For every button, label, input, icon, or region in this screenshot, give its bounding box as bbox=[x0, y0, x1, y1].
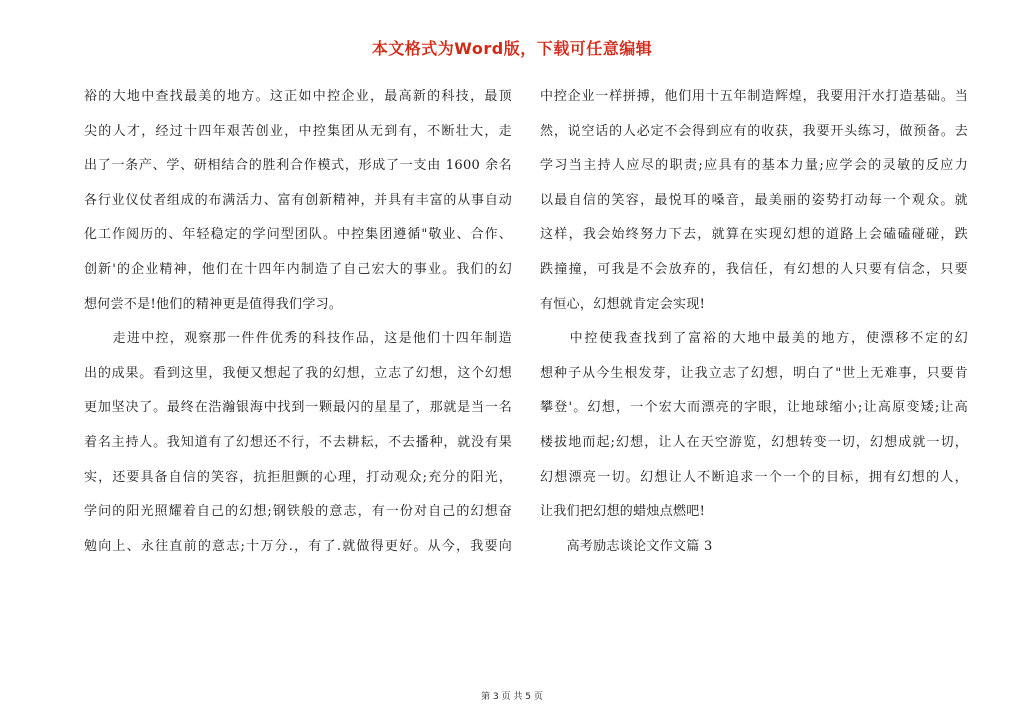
text-line: 各行业仪仗者组成的布满活力、富有创新精神，并具有丰富的从事自动 bbox=[84, 192, 512, 208]
left-text-column bbox=[84, 80, 512, 564]
text-line: 中控使我查找到了富裕的大地中最美的地方，使漂移不定的幻 bbox=[540, 331, 968, 347]
text-line: 尖的人才，经过十四年艰苦创业，中控集团从无到有，不断壮大，走 bbox=[84, 123, 512, 139]
text-line: 勉向上、永往直前的意志;十万分.，有了.就做得更好。从今，我要向 bbox=[84, 538, 512, 554]
text-line: 这样，我会始终努力下去，就算在实现幻想的道路上会磕磕碰碰，跌 bbox=[540, 227, 968, 243]
text-line: 创新'的企业精神，他们在十四年内制造了自己宏大的事业。我们的幻 bbox=[84, 261, 512, 277]
text-line: 想何尝不是!他们的精神更是值得我们学习。 bbox=[84, 296, 343, 312]
page-number-footer: 第 3 页 共 5 页 bbox=[481, 692, 543, 702]
document-header-title: 本文格式为Word版，下载可任意编辑 bbox=[371, 39, 653, 58]
text-line: 出的成果。看到这里，我便又想起了我的幻想，立志了幻想，这个幻想 bbox=[84, 365, 512, 381]
section-heading: 高考励志谈论文作文篇 3 bbox=[540, 538, 713, 554]
text-line: 化工作阅历的、年轻稳定的学问型团队。中控集团遵循"敬业、合作、 bbox=[84, 227, 512, 243]
text-line: 有恒心，幻想就肯定会实现! bbox=[540, 296, 706, 312]
text-line: 以最自信的笑容，最悦耳的嗓音，最美丽的姿势打动每一个观众。就 bbox=[540, 192, 968, 208]
text-line: 中控企业一样拼搏，他们用十五年制造辉煌，我要用汗水打造基础。当 bbox=[540, 89, 968, 104]
text-line: 跌撞撞，可我是不会放弃的，我信任，有幻想的人只要有信念，只要 bbox=[540, 261, 968, 277]
text-line: 更加坚决了。最终在浩瀚银海中找到一颗最闪的星星了，那就是当一名 bbox=[84, 400, 512, 416]
text-line: 出了一条产、学、研相结合的胜利合作模式，形成了一支由 1600 余名 bbox=[84, 158, 512, 174]
text-line: 幻想漂亮一切。幻想让人不断追求一个一个的目标，拥有幻想的人， bbox=[540, 469, 968, 485]
text-line: 实，还要具备自信的笑容，抗拒胆颤的心理，打动观众;充分的阳光， bbox=[84, 469, 512, 485]
text-line: 然，说空话的人必定不会得到应有的收获，我要开头练习，做预备。去 bbox=[540, 123, 968, 139]
text-line: 着名主持人。我知道有了幻想还不行，不去耕耘，不去播种，就没有果 bbox=[84, 434, 512, 450]
text-line: 让我们把幻想的蜡烛点燃吧! bbox=[540, 504, 706, 520]
text-line: 想种子从今生根发芽，让我立志了幻想，明白了"世上无难事，只要肯 bbox=[540, 365, 968, 381]
text-line: 学习当主持人应尽的职责;应具有的基本力量;应学会的灵敏的反应力 bbox=[540, 158, 968, 174]
text-line: 攀登'。幻想，一个宏大而漂亮的字眼，让地球缩小;让高原变矮;让高 bbox=[540, 400, 968, 416]
text-line: 裕的大地中查找最美的地方。这正如中控企业，最高新的科技，最顶 bbox=[84, 89, 512, 104]
right-text-column bbox=[540, 80, 968, 564]
text-line: 楼拔地而起;幻想，让人在天空游览，幻想转变一切，幻想成就一切， bbox=[540, 434, 968, 450]
text-line: 学问的阳光照耀着自己的幻想;钢铁般的意志，有一份对自己的幻想奋 bbox=[84, 504, 512, 520]
text-line: 走进中控，观察那一件件优秀的科技作品，这是他们十四年制造 bbox=[84, 331, 512, 347]
